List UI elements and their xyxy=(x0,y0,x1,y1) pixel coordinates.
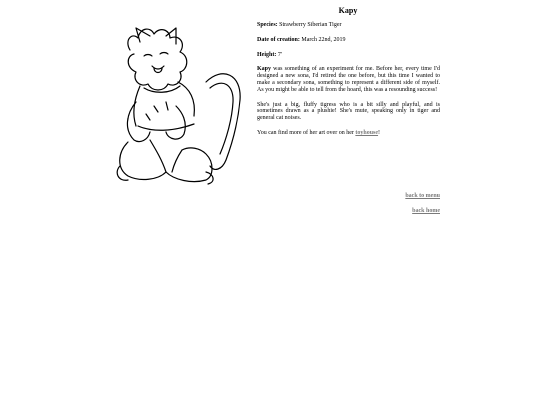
height-row xyxy=(257,52,440,59)
creation-row xyxy=(257,37,440,44)
height-label: Height: xyxy=(257,51,277,58)
species-row xyxy=(257,22,440,29)
bio-paragraph-2: She's just a big, fluffy tigress who is a bit silly and playful, and is sometimes drawn as a plushie! She's mute, speaking only in tiger and general cat noises. xyxy=(257,101,440,122)
back-home-link[interactable]: back home xyxy=(412,208,440,214)
nav-home xyxy=(320,208,440,214)
nav-menu xyxy=(320,193,440,199)
species-value: Strawberry Siberian Tiger xyxy=(279,22,342,28)
back-to-menu-link[interactable]: back to menu xyxy=(405,193,440,199)
character-info xyxy=(257,22,440,145)
height-value: 7' xyxy=(277,51,282,58)
toyhouse-link[interactable]: toyhouse xyxy=(355,129,379,136)
bio-paragraph-1 xyxy=(257,66,440,93)
species-label: Species: xyxy=(257,22,278,28)
creation-label: Date of creation: xyxy=(257,36,300,43)
tiger-character-drawing-icon xyxy=(110,22,245,185)
bio-text: was something of an experiment for me. Before her, every time I'd designed a new sona, I'd retired the one before, but this time I wanted to make a secondary sona, something to represent a different side of myself. As you might be able to tell from the hoard, this was a resounding success! xyxy=(257,66,440,93)
art-text-after: ! xyxy=(378,129,381,136)
creation-value: March 22nd, 2019 xyxy=(301,36,346,43)
bio-name: Kapy xyxy=(257,66,272,73)
art-paragraph xyxy=(257,130,440,137)
page-title: Kapy xyxy=(338,6,358,15)
character-art xyxy=(110,22,245,185)
art-text-before: You can find more of her art over on her xyxy=(257,129,356,136)
